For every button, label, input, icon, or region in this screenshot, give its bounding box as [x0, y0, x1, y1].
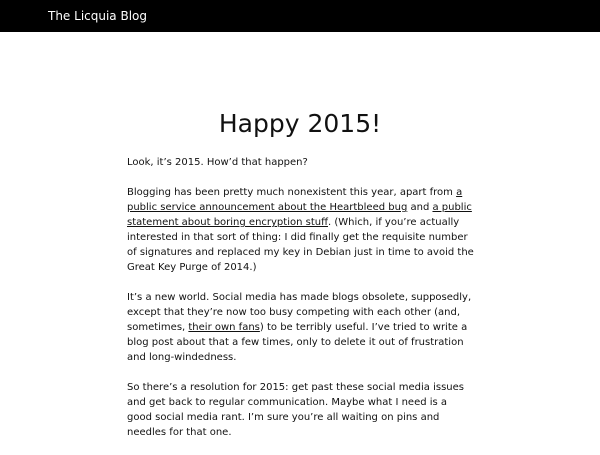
post-content [127, 155, 474, 455]
encryption-statement-link[interactable]: a public statement about boring encryption stuff [127, 202, 472, 228]
paragraph-3 [127, 290, 474, 365]
paragraph-2-text-a: Blogging has been pretty much nonexistent this year, apart from [127, 187, 457, 198]
paragraph-4 [127, 380, 474, 440]
paragraph-4-text: So there’s a resolution for 2015: get past these social media issues and get back to regular communication. Maybe what I need is a good social media rant. I’m sure you’re all waiting on pins and needles for that one. [127, 382, 464, 438]
paragraph-2-text-c: . (Which, if you’re actually interested in that sort of thing: I did finally get the requisite number of signatures and replaced my key in Debian just in time to avoid the Great Key Purge of 2014.) [127, 217, 474, 273]
their-own-fans-link[interactable]: their own fans [188, 322, 260, 333]
paragraph-2 [127, 185, 474, 275]
paragraph-2-text-b: and [407, 202, 433, 213]
post-title: Happy 2015! [218, 109, 382, 138]
paragraph-1 [127, 155, 474, 170]
heartbleed-announcement-link[interactable]: a public service announcement about the Heartbleed bug [127, 187, 463, 213]
paragraph-3-text-b: ) to be terribly useful. I’ve tried to write a blog post about that a few times, only to delete it out of frustration and long-windedness. [127, 322, 468, 363]
site-title-link[interactable]: The Licquia Blog [48, 9, 147, 23]
site-header [0, 0, 600, 32]
paragraph-3-text-a: It’s a new world. Social media has made blogs obsolete, supposedly, except that they’re now too busy competing with each other (and, sometimes, [127, 292, 472, 333]
paragraph-1-text: Look, it’s 2015. How’d that happen? [127, 157, 308, 168]
